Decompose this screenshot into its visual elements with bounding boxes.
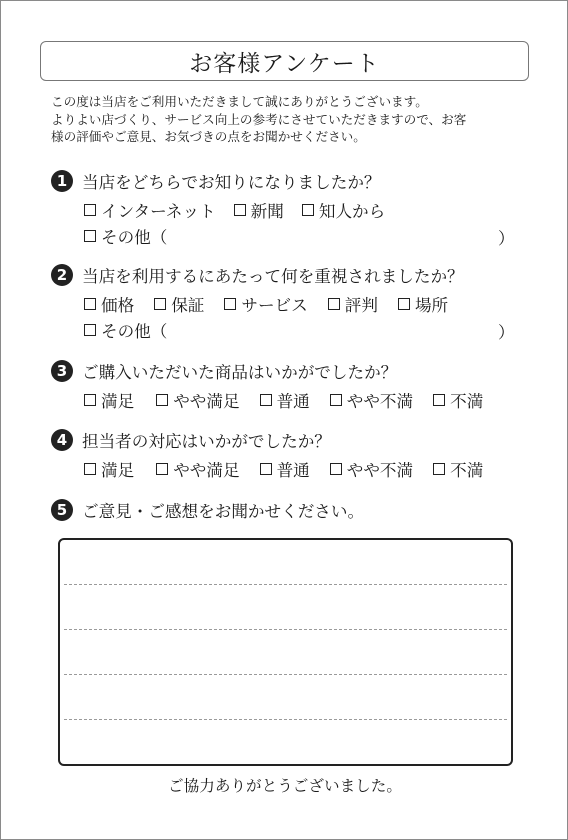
q1-other (84, 225, 167, 247)
option-satisfied[interactable] (84, 388, 134, 412)
question-number-badge: 2 (51, 264, 73, 286)
question-text: ご意見・ご感想をお聞かせください。 (82, 502, 365, 521)
option-price[interactable] (84, 292, 134, 316)
question-4 (51, 428, 331, 452)
question-number-badge: 1 (51, 170, 73, 192)
q2-other (84, 319, 167, 341)
checkbox[interactable] (398, 298, 410, 310)
question-text: 当店を利用するにあたって何を重視されましたか？ (82, 267, 464, 286)
option-label: サービス (241, 296, 308, 315)
option-label: 不満 (450, 392, 484, 411)
question-1 (51, 169, 381, 193)
comment-textarea[interactable] (58, 538, 513, 766)
q4-options (84, 458, 483, 480)
option-label: その他（ (101, 228, 168, 247)
q1-options (84, 199, 385, 221)
option-label: 保証 (171, 296, 205, 315)
option-reputation[interactable] (328, 292, 378, 316)
checkbox[interactable] (433, 463, 445, 475)
checkbox[interactable] (224, 298, 236, 310)
option-location[interactable] (398, 292, 448, 316)
checkbox[interactable] (433, 394, 445, 406)
option-label: 知人から (318, 202, 386, 221)
option-label: 評判 (344, 296, 378, 315)
q2-options (84, 293, 448, 315)
option-newspaper[interactable] (234, 198, 284, 222)
checkbox[interactable] (154, 298, 166, 310)
writing-guide-line (64, 719, 507, 720)
option-other[interactable] (84, 318, 167, 342)
option-warranty[interactable] (154, 292, 204, 316)
checkbox[interactable] (84, 204, 96, 216)
option-label: 満足 (101, 392, 135, 411)
question-text: 担当者の対応はいかがでしたか？ (82, 432, 331, 451)
question-number-badge: 5 (51, 499, 73, 521)
option-satisfied[interactable] (84, 457, 134, 481)
closing-message: ご協力ありがとうございました。 (168, 777, 402, 795)
option-acquaintance[interactable] (302, 198, 385, 222)
option-label: 不満 (450, 461, 484, 480)
option-somewhat-dissatisfied[interactable] (330, 457, 413, 481)
option-neutral[interactable] (260, 388, 310, 412)
checkbox[interactable] (84, 324, 96, 336)
q3-options (84, 389, 483, 411)
checkbox[interactable] (156, 394, 168, 406)
option-label: 場所 (414, 296, 449, 315)
writing-guide-line (64, 584, 507, 585)
checkbox[interactable] (84, 298, 96, 310)
checkbox[interactable] (260, 463, 272, 475)
intro-line: よりよい店づくり、サービス向上の参考にさせていただきますので、お客 (51, 111, 467, 127)
option-dissatisfied[interactable] (433, 457, 483, 481)
option-neutral[interactable] (260, 457, 310, 481)
option-label: 新聞 (250, 202, 284, 221)
checkbox[interactable] (330, 394, 342, 406)
option-label: 普通 (276, 461, 310, 480)
option-label: インターネット (101, 202, 216, 221)
option-label: その他（ (101, 322, 168, 341)
checkbox[interactable] (84, 230, 96, 242)
question-number-badge: 4 (51, 429, 73, 451)
other-close-paren: ） (498, 323, 515, 342)
question-text: 当店をどちらでお知りになりましたか？ (82, 173, 381, 192)
intro-line: この度は当店をご利用いただきまして誠にありがとうございます。 (51, 94, 428, 109)
option-service[interactable] (224, 292, 307, 316)
option-label: やや不満 (346, 392, 414, 411)
other-close-paren: ） (498, 229, 515, 248)
option-label: やや満足 (173, 461, 240, 480)
checkbox[interactable] (328, 298, 340, 310)
option-internet[interactable] (84, 198, 216, 222)
question-3 (51, 359, 397, 383)
option-label: やや満足 (173, 392, 240, 411)
page-title: お客様アンケート (40, 41, 529, 81)
question-2 (51, 263, 464, 287)
option-dissatisfied[interactable] (433, 388, 483, 412)
option-somewhat-dissatisfied[interactable] (330, 388, 413, 412)
option-label: 普通 (276, 392, 310, 411)
option-label: やや不満 (346, 461, 414, 480)
intro-text (51, 93, 529, 146)
option-label: 価格 (101, 296, 135, 315)
checkbox[interactable] (234, 204, 246, 216)
checkbox[interactable] (84, 463, 96, 475)
checkbox[interactable] (84, 394, 96, 406)
question-text: ご購入いただいた商品はいかがでしたか？ (82, 363, 398, 382)
intro-line: 様の評価やご意見、お気づきの点をお聞かせください。 (51, 129, 366, 144)
checkbox[interactable] (156, 463, 168, 475)
option-somewhat-satisfied[interactable] (156, 457, 239, 481)
option-other[interactable] (84, 224, 167, 248)
question-number-badge: 3 (51, 360, 73, 382)
writing-guide-line (64, 629, 507, 630)
checkbox[interactable] (260, 394, 272, 406)
checkbox[interactable] (302, 204, 314, 216)
writing-guide-line (64, 674, 507, 675)
option-somewhat-satisfied[interactable] (156, 388, 239, 412)
question-5 (51, 498, 364, 522)
option-label: 満足 (101, 461, 135, 480)
checkbox[interactable] (330, 463, 342, 475)
